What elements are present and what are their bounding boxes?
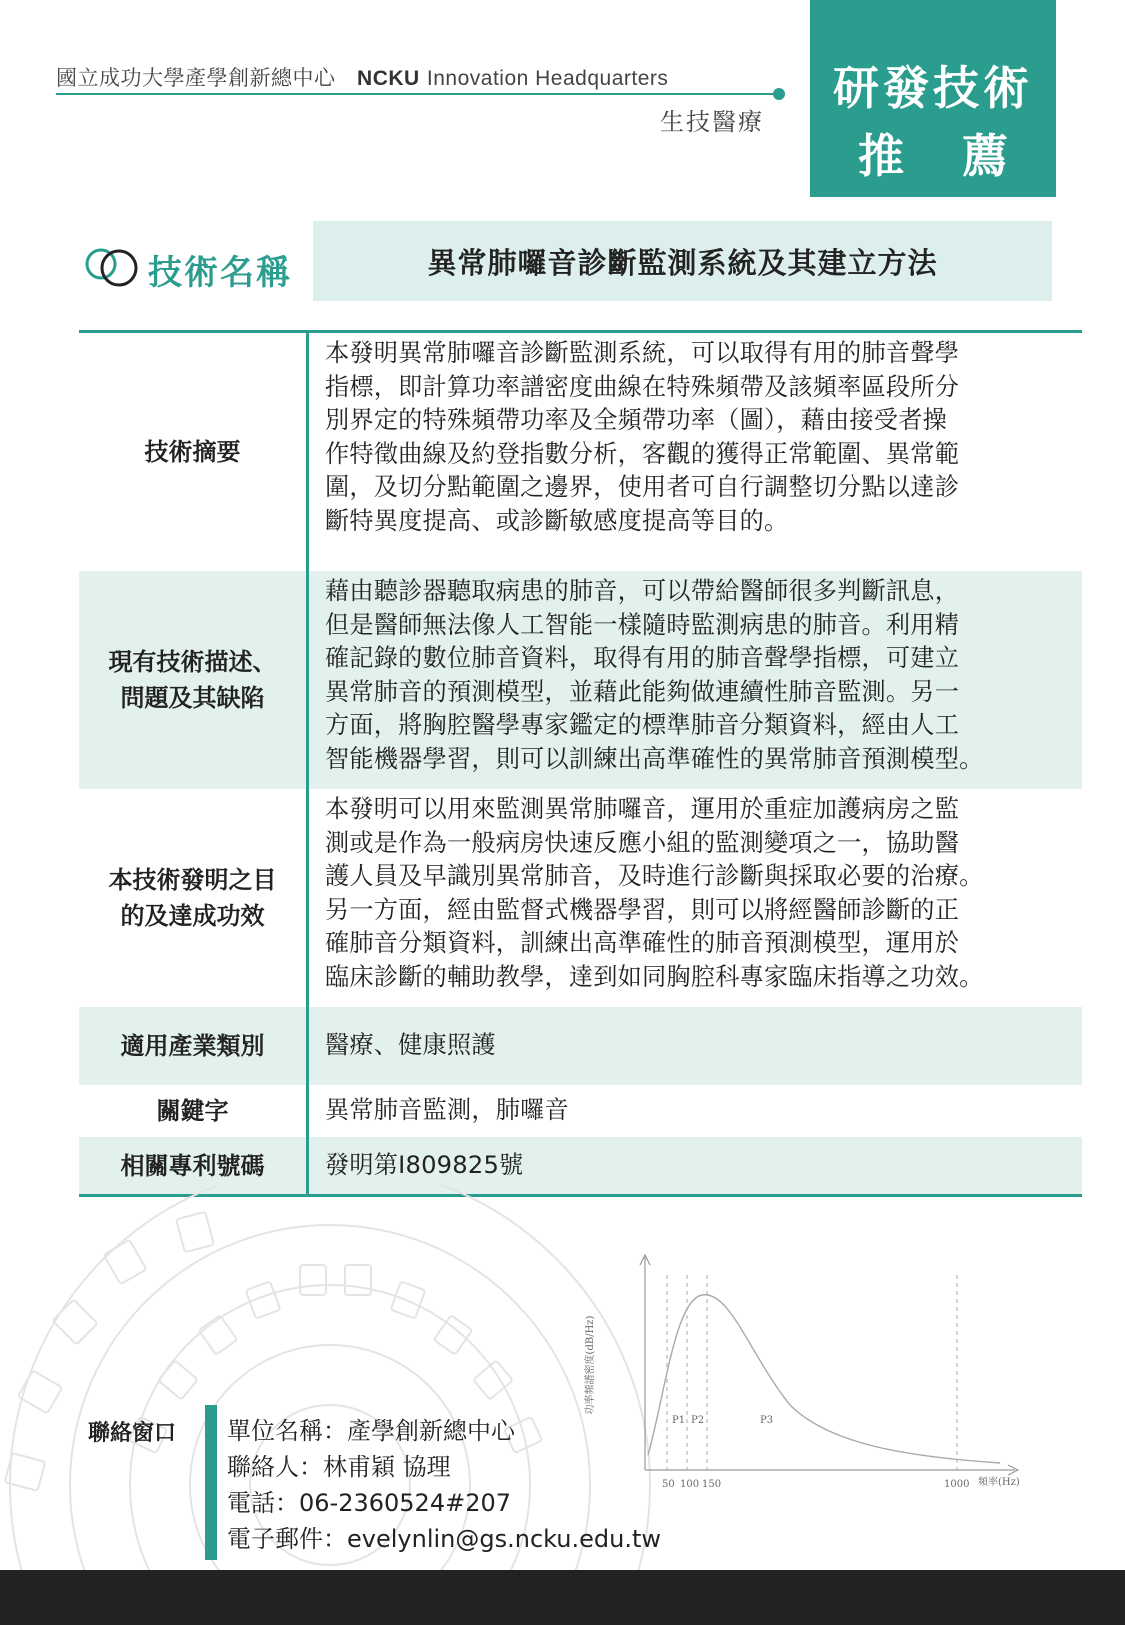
x-tick-150: 150 [702, 1479, 722, 1490]
y-axis-label: 功率頻譜密度(dB/Hz) [585, 1315, 596, 1415]
category-label: 生技醫療 [660, 108, 764, 136]
text-line: 確肺音分類資料，訓練出高準確性的肺音預測模型，運用於 [325, 929, 960, 958]
org-name-en: Innovation Headquarters [426, 67, 669, 90]
x-axis-label: 頻率(Hz) [978, 1477, 1020, 1488]
text-line: 異常肺音監測，肺囉音 [325, 1096, 569, 1125]
text-line: 藉由聽診器聽取病患的肺音，可以帶給醫師很多判斷訊息， [325, 577, 960, 605]
header-divider-dot [773, 88, 785, 100]
row-content [309, 333, 1082, 571]
row-label-line: 本技術發明之目 [108, 866, 277, 894]
row-content [309, 1085, 1082, 1137]
text-line: 臨床診斷的輔助教學，達到如同胸腔科專家臨床指導之功效。 [325, 962, 984, 991]
tech-name-title [313, 221, 1052, 301]
footer-bar [0, 1570, 1125, 1625]
badge-char-1: 推 [858, 129, 904, 183]
row-label-line: 關鍵字 [156, 1097, 229, 1125]
text-line: 作特徵曲線及約登指數分析，客觀的獲得正常範圍、異常範 [325, 439, 960, 468]
row-content [309, 571, 1082, 789]
x-tick-100: 100 [680, 1479, 700, 1490]
text-line: 智能機器學習，則可以訓練出高準確性的異常肺音預測模型。 [325, 744, 984, 773]
tech-name-label: 技術名稱 [148, 253, 292, 293]
row-label [79, 1007, 309, 1085]
recommendation-badge [810, 0, 1056, 197]
text-line: 異常肺音的預測模型，並藉此能夠做連續性肺音監測。另一 [325, 677, 960, 706]
row-label [79, 333, 309, 571]
tech-name-value: 異常肺囉音診斷監測系統及其建立方法 [427, 245, 938, 280]
psd-curve [648, 1295, 1000, 1463]
header-divider [56, 93, 779, 95]
text-line: 另一方面，經由監督式機器學習，則可以將經醫師診斷的正 [325, 895, 960, 924]
text-line: 方面，將胸腔醫學專家鑑定的標準肺音分類資料，經由人工 [325, 711, 960, 740]
row-content [309, 1007, 1082, 1085]
text-line: 別界定的特殊頻帶功率及全頻帶功率（圖），藉由接受者操 [325, 406, 947, 435]
row-label [79, 571, 309, 789]
table-row-abstract [79, 333, 1082, 571]
row-label [79, 1085, 309, 1137]
contact-email[interactable]: 電子郵件：evelynlin@gs.ncku.edu.tw [227, 1525, 662, 1553]
text-line: 但是醫師無法像人工智能一樣隨時監測病患的肺音。利用精 [325, 610, 960, 639]
table-row-industry [79, 1007, 1082, 1085]
contact-person: 聯絡人：林甫穎 協理 [227, 1453, 451, 1481]
contact-info [227, 1413, 661, 1557]
text-line: 斷特異度提高、或診斷敏感度提高等目的。 [325, 506, 789, 535]
info-table [79, 330, 1082, 1197]
contact-label: 聯絡窗口 [88, 1421, 177, 1446]
row-label-line: 適用產業類別 [120, 1032, 265, 1060]
table-row-purpose [79, 789, 1082, 1007]
badge-char-2: 薦 [962, 129, 1008, 183]
text-line: 護人員及早識別異常肺音，及時進行診斷與採取必要的治療。 [325, 862, 984, 891]
row-label-line: 的及達成功效 [120, 902, 265, 930]
table-row-keywords [79, 1085, 1082, 1137]
text-line: 醫療、健康照護 [325, 1031, 496, 1060]
x-tick-50: 50 [662, 1479, 675, 1490]
row-label [79, 789, 309, 1007]
org-name-zh: 國立成功大學產學創新總中心 [56, 66, 336, 90]
row-label-line: 相關專利號碼 [120, 1151, 265, 1180]
row-label-line: 技術摘要 [144, 438, 241, 466]
row-content [309, 789, 1082, 1007]
org-abbr: NCKU [357, 67, 420, 90]
text-line: 本發明可以用來監測異常肺囉音，運用於重症加護病房之監 [325, 795, 960, 823]
table-row-prior-art [79, 571, 1082, 789]
text-line: 發明第I809825號 [325, 1150, 524, 1179]
contact-unit: 單位名稱：產學創新總中心 [227, 1417, 515, 1445]
row-label-line: 問題及其缺陷 [120, 684, 265, 712]
organization-name [56, 62, 668, 92]
contact-phone: 電話：06-2360524#207 [227, 1489, 512, 1517]
x-tick-1000: 1000 [944, 1479, 970, 1490]
band-label-p3: P3 [760, 1415, 774, 1426]
text-line: 測或是作為一般病房快速反應小組的監測變項之一，協助醫 [325, 828, 960, 857]
text-line: 指標，即計算功率譜密度曲線在特殊頻帶及該頻率區段所分 [325, 372, 960, 401]
band-label-p1: P1 [672, 1415, 686, 1426]
rings-icon [84, 244, 140, 288]
text-line: 圍，及切分點範圍之邊界，使用者可自行調整切分點以達診 [325, 473, 960, 502]
badge-line-2 [840, 120, 1026, 186]
band-label-p2: P2 [691, 1415, 705, 1426]
text-line: 確記錄的數位肺音資料，取得有用的肺音聲學指標，可建立 [325, 644, 960, 673]
contact-accent-bar [205, 1405, 217, 1560]
badge-line-1: 研發技術 [833, 61, 1033, 115]
row-label-line: 現有技術描述、 [108, 648, 277, 676]
text-line: 本發明異常肺囉音診斷監測系統，可以取得有用的肺音聲學 [325, 339, 960, 367]
